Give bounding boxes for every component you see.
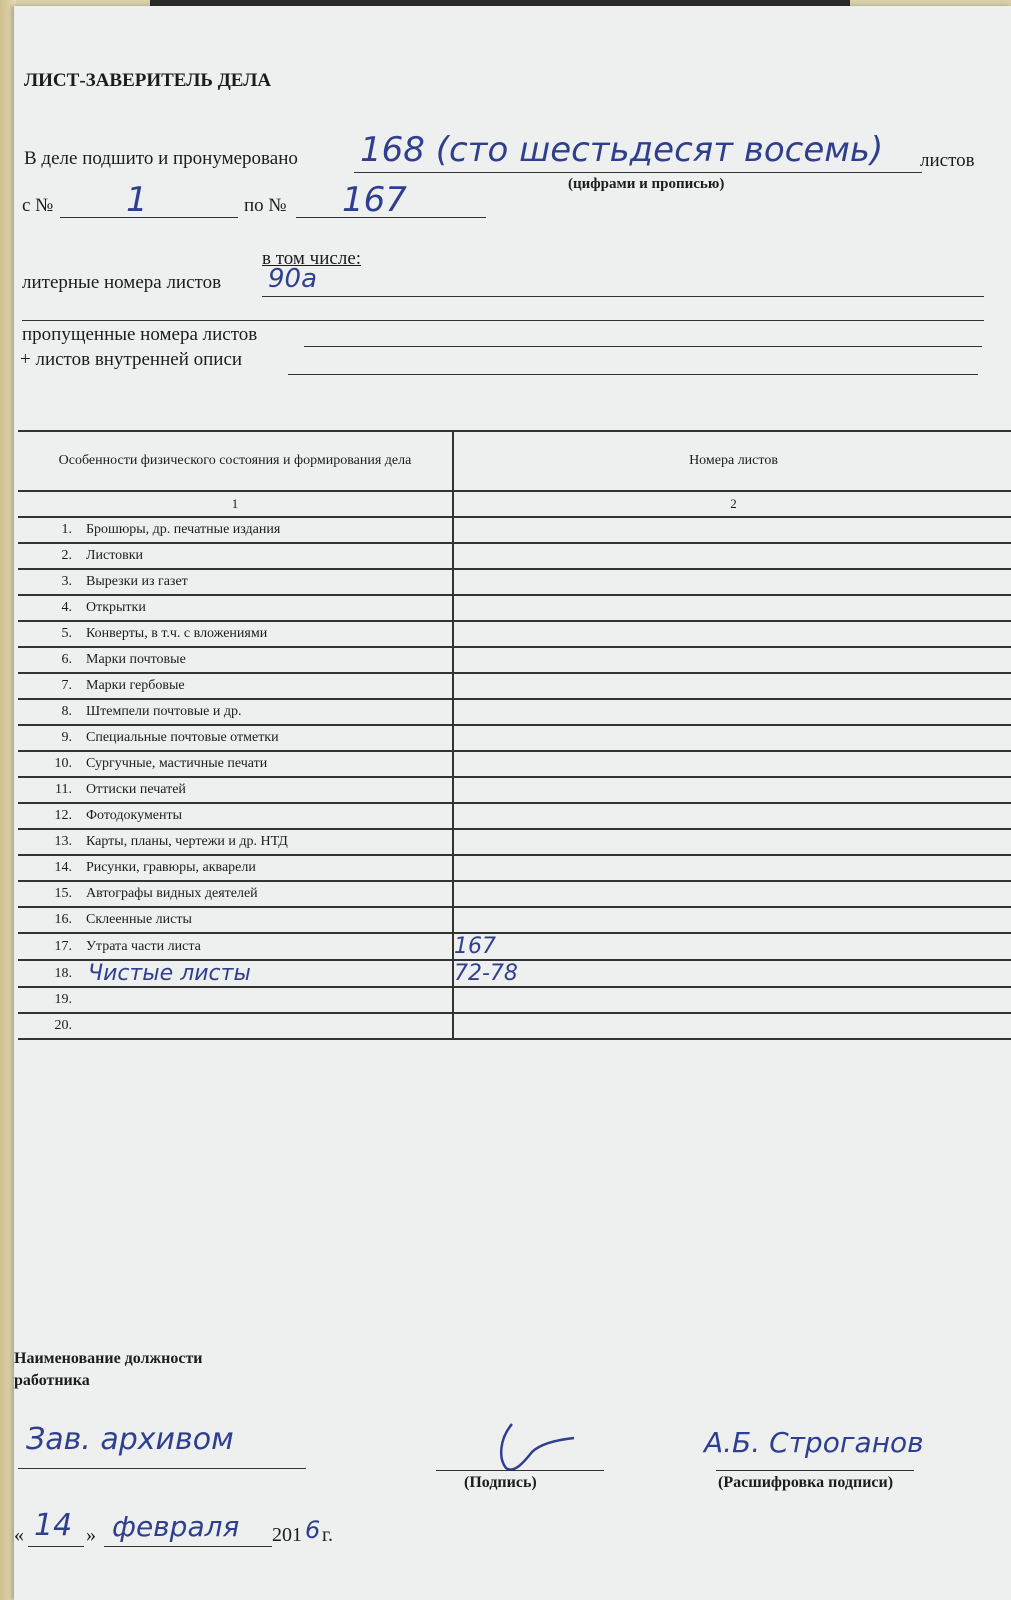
to-label: по № [244,195,287,216]
letter-numbers-value: 90а [268,264,318,294]
sewn-underline [354,172,922,173]
row-number: 2. [61,548,72,563]
row-number: 19. [54,992,72,1007]
date-month: февраля [112,1510,240,1543]
row-number: 20. [54,1018,72,1033]
row-number: 4. [61,600,72,615]
table-row [18,751,1011,777]
to-value: 167 [342,180,407,220]
table-row [18,960,1011,987]
letter-numbers-underline [262,296,984,297]
position-underline [18,1468,306,1469]
table-row [18,517,1011,543]
row-feature-cell [18,751,453,777]
row-label: Карты, планы, чертежи и др. НТД [86,834,288,849]
row-label-handwritten: Чистые листы [88,961,251,986]
row-sheet-numbers [453,777,1011,803]
table-row [18,987,1011,1013]
row-sheet-numbers [453,595,1011,621]
from-label: с № [22,195,54,216]
letter-numbers-label: литерные номера листов [22,272,222,293]
signature-mark [470,1418,580,1478]
document-title: ЛИСТ-ЗАВЕРИТЕЛЬ ДЕЛА [24,70,272,91]
row-sheet-numbers [453,621,1011,647]
table-row [18,777,1011,803]
row-sheet-numbers [453,751,1011,777]
missing-numbers-label: пропущенные номера листов [22,324,258,345]
position-label-1: Наименование должности [14,1350,203,1367]
position-value: Зав. архивом [26,1422,234,1457]
date-day: 14 [34,1508,73,1543]
row-feature-cell [18,829,453,855]
table-row [18,569,1011,595]
row-sheet-numbers [453,699,1011,725]
row-feature-cell [18,647,453,673]
row-sheet-numbers [453,543,1011,569]
date-close-quote: » [86,1524,96,1546]
from-underline [60,217,238,218]
row-sheet-numbers: 167 [453,933,1011,960]
row-number: 8. [61,704,72,719]
column-number-2: 2 [453,491,1011,517]
sheets-word: листов [920,150,975,171]
row-label: Марки почтовые [86,652,186,667]
row-feature-cell [18,777,453,803]
row-feature-cell [18,725,453,751]
row-sheet-numbers [453,803,1011,829]
table-row [18,907,1011,933]
including-label: в том числе: [262,248,362,269]
date-year-prefix: 201 [272,1524,302,1546]
row-sheet-numbers [453,725,1011,751]
blank-line [22,320,984,321]
row-number: 11. [55,782,72,797]
missing-numbers-underline [304,346,982,347]
row-number: 5. [61,626,72,641]
row-sheet-numbers [453,673,1011,699]
signature-caption: (Подпись) [464,1474,537,1491]
row-sheet-numbers [453,517,1011,543]
row-feature-cell [18,621,453,647]
row-sheet-numbers: 72-78 [453,960,1011,987]
row-number: 13. [54,834,72,849]
table-row [18,673,1011,699]
row-label: Марки гербовые [86,678,185,693]
date-year-digit: 6 [305,1516,321,1544]
row-label: Рисунки, гравюры, акварели [86,860,256,875]
row-sheet-numbers [453,569,1011,595]
row-feature-cell [18,987,453,1013]
signature-underline [436,1470,604,1471]
row-feature-cell [18,933,453,960]
table-row [18,543,1011,569]
date-day-underline [28,1546,84,1547]
decode-caption: (Расшифровка подписи) [718,1474,894,1491]
table-row [18,647,1011,673]
row-number: 6. [61,652,72,667]
sewn-value: 168 (сто шестьдесят восемь) [360,130,884,170]
row-feature-cell [18,855,453,881]
row-sheet-numbers [453,647,1011,673]
digits-caption: (цифрами и прописью) [568,176,725,192]
date-year-suffix: г. [322,1524,333,1546]
position-label-2: работника [14,1372,90,1389]
row-label: Фотодокументы [86,808,183,823]
row-label: Штемпели почтовые и др. [86,704,242,719]
table-row [18,725,1011,751]
table-header-sheet-numbers: Номера листов [453,431,1011,491]
decode-value: А.Б. Строганов [704,1426,924,1459]
row-label: Автографы видных деятелей [86,886,258,901]
date-open-quote: « [14,1524,24,1546]
row-feature-cell [18,699,453,725]
row-number: 15. [54,886,72,901]
table-row [18,829,1011,855]
row-label: Открытки [86,600,146,615]
from-value: 1 [126,180,148,220]
row-number: 9. [61,730,72,745]
row-sheet-numbers [453,907,1011,933]
row-number: 16. [54,912,72,927]
row-label: Конверты, в т.ч. с вложениями [86,626,268,641]
row-sheet-numbers [453,829,1011,855]
row-label: Склеенные листы [86,912,192,927]
table-row [18,621,1011,647]
internal-inventory-label: + листов внутренней описи [20,349,243,370]
row-number: 14. [54,860,72,875]
row-number: 18. [54,965,72,981]
row-feature-cell [18,1013,453,1039]
row-label: Утрата части листа [86,938,201,954]
row-sheet-numbers [453,1013,1011,1039]
row-feature-cell [18,569,453,595]
table-header-features: Особенности физического состояния и формирования дела [18,431,453,491]
table-row [18,881,1011,907]
row-number: 17. [54,938,72,954]
row-sheet-numbers [453,855,1011,881]
row-number: 12. [54,808,72,823]
decode-underline [716,1470,914,1471]
sewn-label: В деле подшито и пронумеровано [24,148,298,169]
row-feature-cell [18,907,453,933]
row-label: Листовки [86,548,144,563]
date-month-underline [104,1546,272,1547]
table-row [18,699,1011,725]
row-feature-cell [18,881,453,907]
row-label: Оттиски печатей [86,782,186,797]
row-number: 3. [61,574,72,589]
table-row [18,1013,1011,1039]
row-sheet-numbers [453,881,1011,907]
internal-inventory-underline [288,374,978,375]
row-number: 10. [54,756,72,771]
row-label: Вырезки из газет [86,574,188,589]
row-number: 1. [61,522,72,537]
row-feature-cell [18,803,453,829]
row-feature-cell [18,543,453,569]
row-sheet-numbers [453,987,1011,1013]
row-feature-cell [18,595,453,621]
table-row [18,803,1011,829]
row-feature-cell [18,673,453,699]
row-label: Брошюры, др. печатные издания [86,522,281,537]
physical-state-table [18,430,1011,1040]
row-feature-cell [18,960,453,987]
table-row [18,595,1011,621]
row-feature-cell [18,517,453,543]
column-number-1: 1 [18,491,453,517]
row-label: Сургучные, мастичные печати [86,756,268,771]
table-row [18,855,1011,881]
row-number: 7. [61,678,72,693]
row-label: Специальные почтовые отметки [86,730,279,745]
table-row [18,933,1011,960]
